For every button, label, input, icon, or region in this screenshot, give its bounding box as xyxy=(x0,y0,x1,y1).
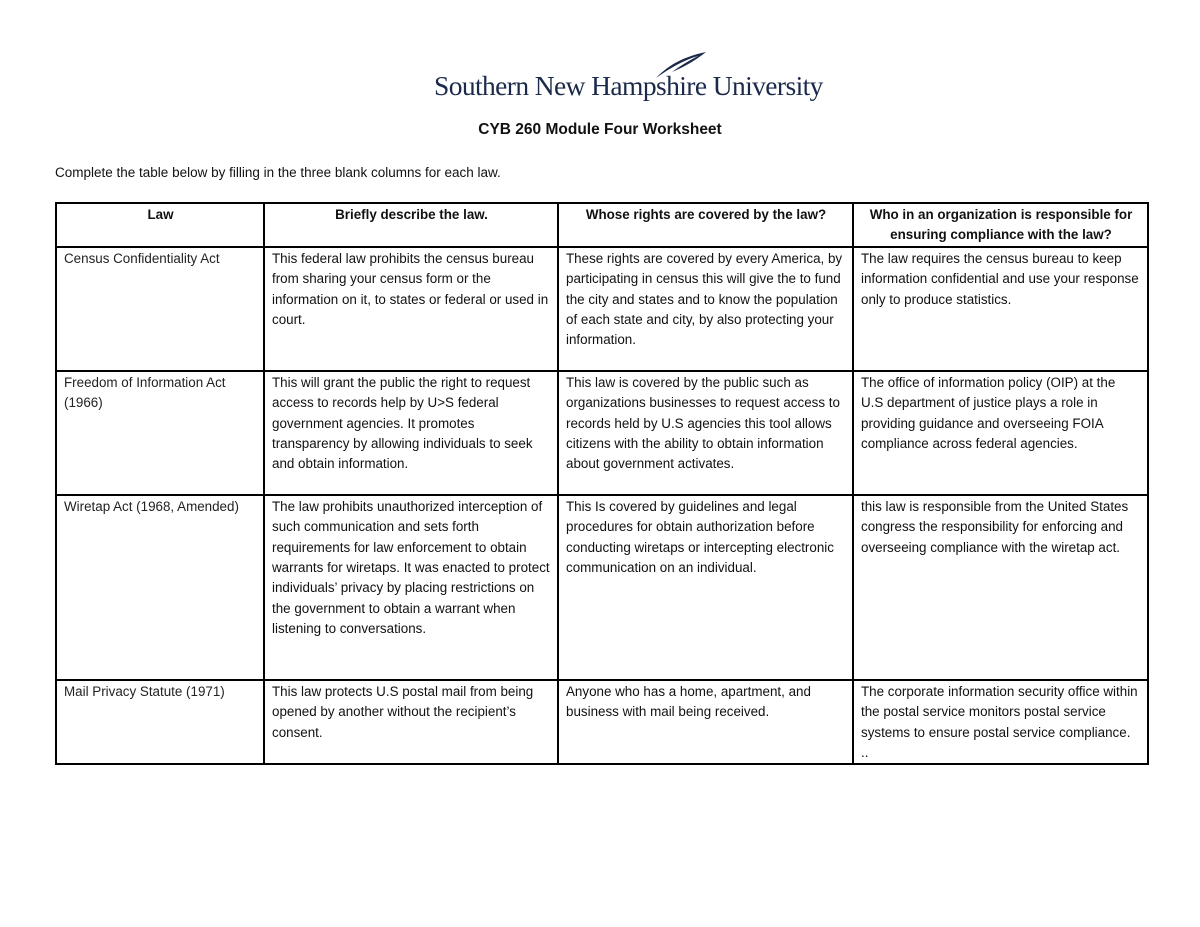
header-describe: Briefly describe the law. xyxy=(264,203,558,247)
law-name-cell: Census Confidentiality Act xyxy=(56,247,264,371)
header-law: Law xyxy=(56,203,264,247)
responsible-cell: The corporate information security office within the postal service monitors postal service systems to ensure postal service compliance. .. xyxy=(853,680,1148,765)
rights-cell: This law is covered by the public such as organizations businesses to request access to records held by U.S agencies this tool allows citizens with the ability to obtain information about government activates. xyxy=(558,371,853,495)
table-row xyxy=(56,680,1148,765)
law-name-cell: Freedom of Information Act (1966) xyxy=(56,371,264,495)
logo-wordmark: Southern New Hampshire University xyxy=(434,70,823,101)
describe-cell: This will grant the public the right to request access to records help by U>S federal government agencies. It promotes transparency by allowing individuals to seek and obtain information. xyxy=(264,371,558,495)
responsible-cell: The office of information policy (OIP) at the U.S department of justice plays a role in providing guidance and overseeing FOIA compliance across federal agencies. xyxy=(853,371,1148,495)
responsible-cell: this law is responsible from the United States congress the responsibility for enforcing and overseeing compliance with the wiretap act. xyxy=(853,495,1148,680)
describe-cell: This law protects U.S postal mail from being opened by another without the recipient’s consent. xyxy=(264,680,558,765)
law-name-cell: Mail Privacy Statute (1971) xyxy=(56,680,264,765)
header-rights: Whose rights are covered by the law? xyxy=(558,203,853,247)
rights-cell: Anyone who has a home, apartment, and business with mail being received. xyxy=(558,680,853,765)
table-row xyxy=(56,247,1148,371)
describe-cell: This federal law prohibits the census bureau from sharing your census form or the information on it, to states or federal or used in court. xyxy=(264,247,558,371)
rights-cell: This Is covered by guidelines and legal procedures for obtain authorization before conducting wiretaps or intercepting electronic communication on an individual. xyxy=(558,495,853,680)
university-logo xyxy=(434,50,823,106)
law-name-cell: Wiretap Act (1968, Amended) xyxy=(56,495,264,680)
describe-cell: The law prohibits unauthorized interception of such communication and sets forth requirements for law enforcement to obtain warrants for wiretaps. It was enacted to protect individuals’ privacy by placing restrictions on the government to obtain a warrant when listening to conversations. xyxy=(264,495,558,680)
instructions-text: Complete the table below by filling in the three blank columns for each law. xyxy=(55,165,501,180)
rights-cell: These rights are covered by every America, by participating in census this will give the to fund the city and states and to know the population of each state and city, by also protecting your information. xyxy=(558,247,853,371)
responsible-cell: The law requires the census bureau to keep information confidential and use your response only to produce statistics. xyxy=(853,247,1148,371)
table-header-row xyxy=(56,203,1148,247)
laws-table xyxy=(55,202,1149,765)
table-row xyxy=(56,495,1148,680)
header-responsible: Who in an organization is responsible for ensuring compliance with the law? xyxy=(853,203,1148,247)
table-row xyxy=(56,371,1148,495)
page-title: CYB 260 Module Four Worksheet xyxy=(478,121,722,138)
